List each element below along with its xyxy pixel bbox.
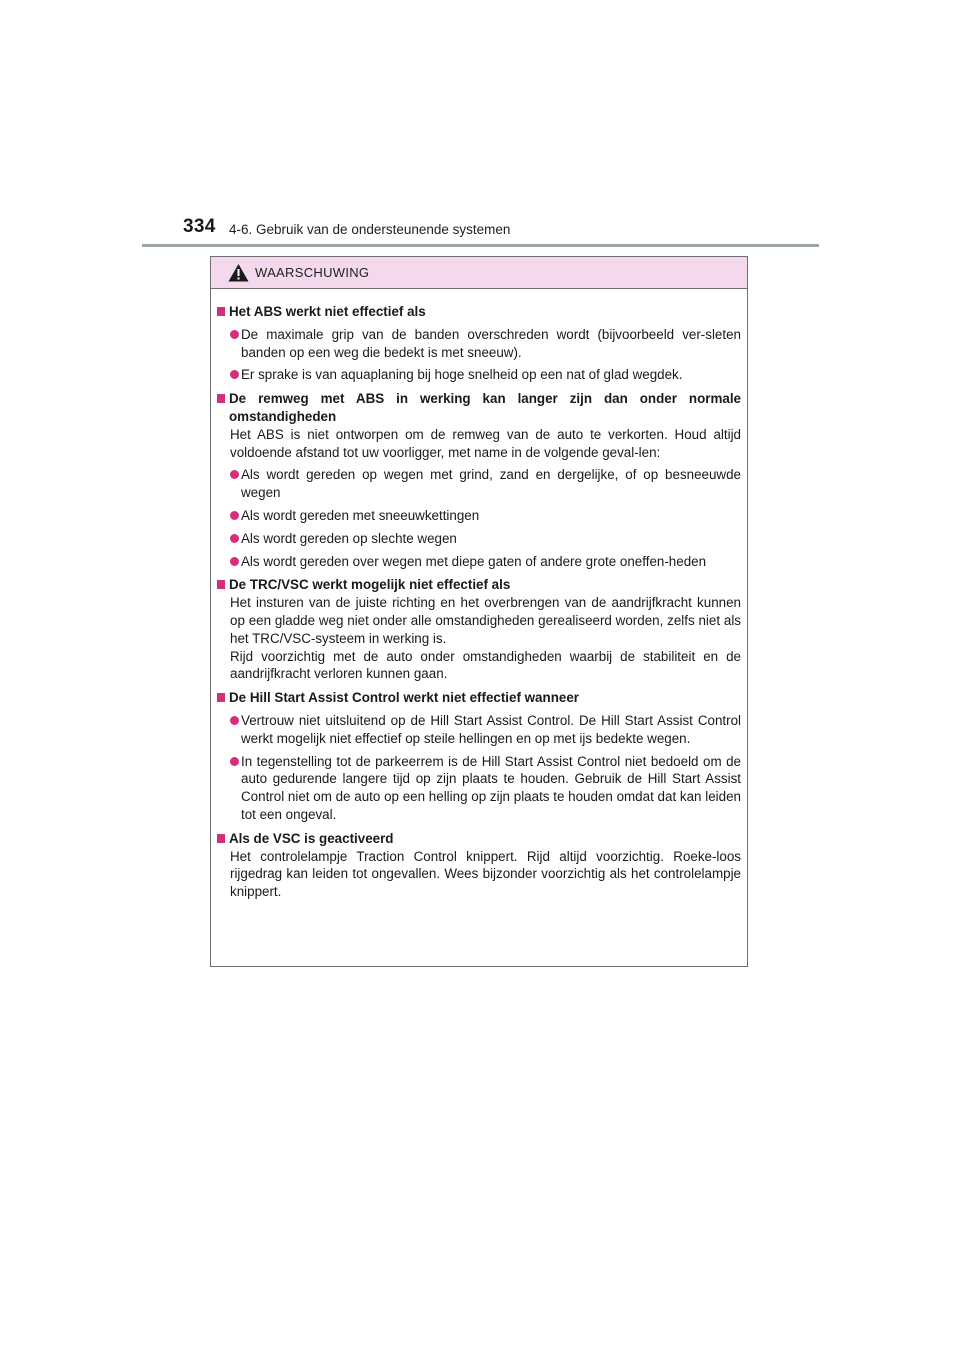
section-title: 4-6. Gebruik van de ondersteunende systemen bbox=[229, 222, 511, 237]
list-item: De maximale grip van de banden overschreden wordt (bijvoorbeeld ver-sleten banden op een weg die bedekt is met sneeuw). bbox=[217, 326, 741, 362]
square-bullet-icon bbox=[217, 834, 225, 843]
page-header bbox=[183, 216, 823, 246]
list-item: Vertrouw niet uitsluitend op de Hill Start Assist Control. De Hill Start Assist Control werkt mogelijk niet effectief op steile hellingen en op met ijs bedekte wegen. bbox=[217, 712, 741, 748]
section-heading: De TRC/VSC werkt mogelijk niet effectief als bbox=[229, 577, 511, 593]
section-heading: De remweg met ABS in werking kan langer zijn dan onder normale omstandigheden bbox=[229, 391, 741, 424]
dot-bullet-icon bbox=[230, 534, 239, 543]
warning-title: WAARSCHUWING bbox=[255, 265, 370, 280]
section-paragraph: Rijd voorzichtig met de auto onder omstandigheden waarbij de stabiliteit en de aandrijfkracht verloren kunnen gaan. bbox=[230, 648, 741, 682]
list-item: In tegenstelling tot de parkeerrem is de Hill Start Assist Control niet bedoeld om de auto gedurende langere tijd op zijn plaats te houden. Gebruik de Hill Start Assist Control niet om de auto op een helling op zijn plaats te houden omdat dat kan leiden tot een ongeval. bbox=[217, 753, 741, 824]
warning-body bbox=[211, 289, 747, 901]
warning-section bbox=[217, 576, 741, 683]
section-paragraph: Het ABS is niet ontworpen om de remweg van de auto te verkorten. Houd altijd voldoende afstand tot uw voorligger, met name in de volgende geval-len: bbox=[230, 426, 741, 460]
warning-section bbox=[217, 830, 741, 901]
warning-triangle-icon bbox=[228, 263, 249, 282]
section-paragraph: Het insturen van de juiste richting en het overbrengen van de aandrijfkracht kunnen op een gladde weg niet onder alle omstandigheden gerealiseerd worden, zelfs niet als het TRC/VSC-systeem in werking is. bbox=[230, 595, 741, 646]
dot-bullet-icon bbox=[230, 370, 239, 379]
list-item: Er sprake is van aquaplaning bij hoge snelheid op een nat of glad wegdek. bbox=[217, 366, 741, 384]
dot-bullet-icon bbox=[230, 330, 239, 339]
list-item: Als wordt gereden op wegen met grind, zand en dergelijke, of op besneeuwde wegen bbox=[217, 466, 741, 502]
warning-section bbox=[217, 390, 741, 570]
list-item: Als wordt gereden over wegen met diepe gaten of andere grote oneffen-heden bbox=[217, 553, 741, 571]
page-number: 334 bbox=[183, 216, 216, 237]
dot-bullet-icon bbox=[230, 757, 239, 766]
list-item: Als wordt gereden met sneeuwkettingen bbox=[217, 507, 741, 525]
square-bullet-icon bbox=[217, 693, 225, 702]
section-heading: De Hill Start Assist Control werkt niet effectief wanneer bbox=[229, 690, 579, 706]
dot-bullet-icon bbox=[230, 557, 239, 566]
list-item: Als wordt gereden op slechte wegen bbox=[217, 530, 741, 548]
warning-box bbox=[210, 256, 748, 967]
warning-section bbox=[217, 303, 741, 384]
square-bullet-icon bbox=[217, 307, 225, 316]
square-bullet-icon bbox=[217, 394, 225, 403]
warning-header bbox=[211, 257, 747, 289]
warning-section bbox=[217, 689, 741, 824]
section-heading: Als de VSC is geactiveerd bbox=[229, 830, 394, 846]
square-bullet-icon bbox=[217, 580, 225, 589]
dot-bullet-icon bbox=[230, 511, 239, 520]
dot-bullet-icon bbox=[230, 470, 239, 479]
header-rule bbox=[142, 244, 819, 247]
dot-bullet-icon bbox=[230, 716, 239, 725]
section-heading: Het ABS werkt niet effectief als bbox=[229, 304, 426, 319]
section-paragraph: Het controlelampje Traction Control knippert. Rijd altijd voorzichtig. Roeke-loos rijgedrag kan leiden tot ongevallen. Wees bijzonder voorzichtig als het controlelampje knippert. bbox=[230, 848, 741, 900]
